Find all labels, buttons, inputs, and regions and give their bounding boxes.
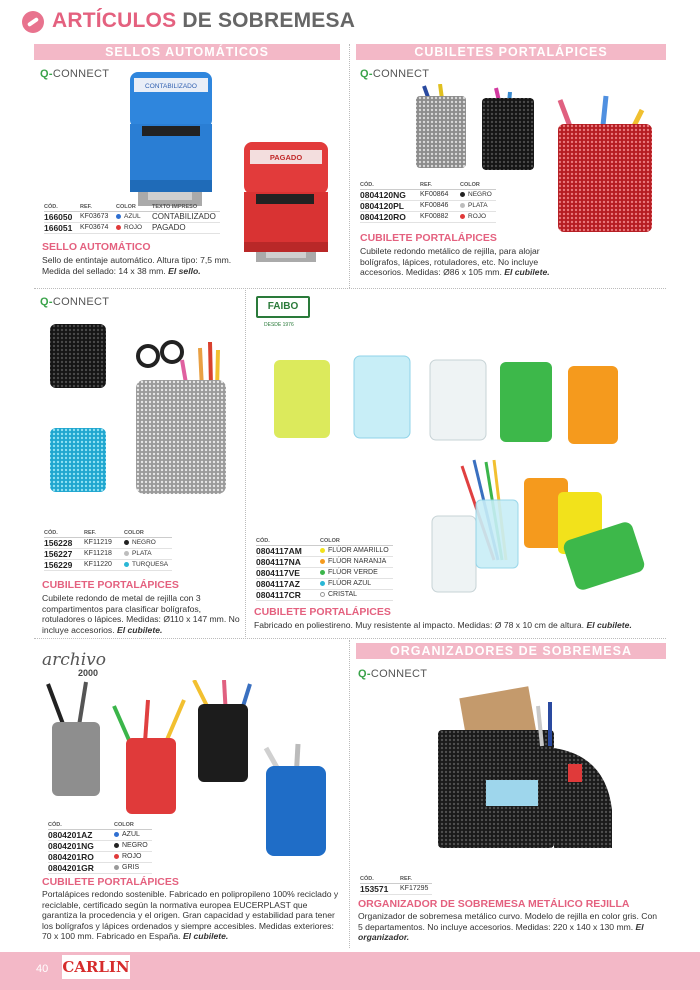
color-dot-icon (114, 865, 119, 870)
page-title-part1: ARTÍCULOS (52, 9, 177, 32)
ref-cell: KF11218 (84, 549, 124, 560)
organizador-code-table: CÓD. REF. 153571 KF17295 (360, 876, 432, 895)
cod-cell: 153571 (360, 884, 400, 895)
section-band-sellos: SELLOS AUTOMÁTICOS (34, 44, 340, 60)
product-description: Cubilete redondo metálico de rejilla, para alojar bolígrafos, lápices, rotuladores, etc. No incluye accesorios. Medidas: Ø86 x 105 mm. El cubilete. (360, 246, 550, 278)
color-cell: NEGRO (124, 538, 172, 549)
table-row (44, 538, 172, 549)
section-band-cubiletes: CUBILETES PORTALÁPICES (356, 44, 666, 60)
carlin-logo: CARLIN (62, 955, 130, 979)
color-cell: NEGRO (114, 841, 152, 852)
cod-cell: 0804201RO (48, 852, 114, 863)
product-description: Portalápices redondo sostenible. Fabricado en polipropileno 100% reciclado y reciclable, certificado según la normativa europea EUCERPLAST que garantiza la procedencia y el origen. Gran capacidad y estabilidad para tener los bolígrafos y lápices ordenados y siempre accesibles. Medidas exteriores: 70 x 100 mm. Fabricado en España. El cubilete. (42, 889, 339, 942)
cod-cell: 0804117AZ (256, 579, 320, 590)
color-dot-icon (116, 214, 121, 219)
cod-cell: 0804120PL (360, 201, 420, 212)
table-row (48, 830, 152, 841)
color-dot-icon (320, 548, 325, 553)
color-cell: TURQUESA (124, 560, 172, 571)
color-dot-icon (124, 562, 129, 567)
ref-cell: KF03674 (80, 223, 116, 234)
cod-cell: 156227 (44, 549, 84, 560)
table-row (360, 212, 496, 223)
ref-cell: KF03673 (80, 212, 116, 223)
cod-cell: 166050 (44, 212, 80, 223)
table-row (256, 557, 393, 568)
color-dot-icon (124, 551, 129, 556)
cod-cell: 156228 (44, 538, 84, 549)
table-row (256, 568, 393, 579)
faibo-logo: FAIBO (256, 296, 310, 318)
table-row (48, 852, 152, 863)
table-row (360, 190, 496, 201)
product-description: Organizador de sobremesa metálico curvo. Modelo de rejilla en color gris. Con 5 departamentos. No incluye accesorios. Medidas: 220 x 140 x 130 mm. El organizador. (358, 911, 658, 943)
color-cell: FLÚOR VERDE (320, 568, 393, 579)
ref-cell: KF00864 (420, 190, 460, 201)
header-stamp-icon (22, 11, 44, 33)
color-cell: CRISTAL (320, 590, 393, 601)
divider (349, 44, 350, 288)
color-dot-icon (320, 570, 325, 575)
table-row (48, 863, 152, 874)
color-cell: FLÚOR AMARILLO (320, 546, 393, 557)
product-title: ORGANIZADOR DE SOBREMESA METÁLICO REJILLA (358, 898, 630, 910)
archivo-year: 2000 (78, 668, 99, 678)
archivo-logo: archivo (42, 650, 107, 670)
cod-cell: 0804120RO (360, 212, 420, 223)
cubilete2-code-table: CÓD. REF. COLOR 156228 KF11219 NEGRO 156227 KF11218 PLATA 156229 KF11220 TURQUESA (44, 530, 172, 571)
cod-cell: 0804117VE (256, 568, 320, 579)
ref-cell: KF11220 (84, 560, 124, 571)
table-row (256, 590, 393, 601)
color-dot-icon (116, 225, 121, 230)
color-dot-icon (114, 854, 119, 859)
color-cell: ROJO (116, 223, 152, 234)
color-cell: AZUL (116, 212, 152, 223)
product-title: SELLO AUTOMÁTICO (42, 241, 151, 253)
page-title-part2: DE SOBREMESA (176, 9, 356, 32)
color-cell: AZUL (114, 830, 152, 841)
color-dot-icon (320, 559, 325, 564)
color-cell: NEGRO (460, 190, 496, 201)
cod-cell: 0804117AM (256, 546, 320, 557)
table-row (256, 546, 393, 557)
color-cell: GRIS (114, 863, 152, 874)
desk-organizer-image (428, 686, 628, 856)
cod-cell: 0804201GR (48, 863, 114, 874)
color-dot-icon (460, 192, 465, 197)
page-number: 40 (36, 963, 49, 975)
section-band-organizadores: ORGANIZADORES DE SOBREMESA (356, 643, 666, 659)
ref-cell: KF00882 (420, 212, 460, 223)
product-description: Fabricado en poliestireno. Muy resistente al impacto. Medidas: Ø 78 x 10 cm de altura. El cubilete. (254, 620, 632, 630)
table-row (48, 841, 152, 852)
cubilete3-code-table: CÓD. COLOR 0804117AM FLÚOR AMARILLO 0804117NA FLÚOR NARANJA 0804117VE FLÚOR VERDE 0804117AZ FLÚOR AZUL 0804117CR CRISTAL (256, 538, 393, 601)
page-title (52, 9, 355, 33)
cod-cell: 156229 (44, 560, 84, 571)
ref-cell: KF00846 (420, 201, 460, 212)
color-dot-icon (114, 843, 119, 848)
color-cell: PLATA (124, 549, 172, 560)
cod-cell: 0804201AZ (48, 830, 114, 841)
cod-cell: 0804120NG (360, 190, 420, 201)
cod-cell: 0804117CR (256, 590, 320, 601)
color-cell: FLÚOR AZUL (320, 579, 393, 590)
product-title: CUBILETE PORTALÁPICES (42, 876, 179, 888)
qconnect-logo: Q-CONNECT (40, 296, 110, 308)
color-dot-icon (320, 581, 325, 586)
table-row (44, 549, 172, 560)
table-row (44, 560, 172, 571)
qconnect-logo: Q-CONNECT (358, 668, 428, 680)
faibo-since: DESDE 1976 (264, 322, 294, 328)
color-cell: PLATA (460, 201, 496, 212)
table-row (360, 884, 432, 895)
texto-cell: PAGADO (152, 223, 220, 234)
table-row (44, 223, 220, 234)
color-dot-icon (320, 592, 325, 597)
cod-cell: 0804117NA (256, 557, 320, 568)
red-stamp-label: PAGADO (269, 153, 303, 162)
table-row (44, 212, 220, 223)
product-title: CUBILETE PORTALÁPICES (360, 232, 497, 244)
cubilete1-code-table: CÓD. REF. COLOR 0804120NG KF00864 NEGRO 0804120PL KF00846 PLATA 0804120RO KF00882 ROJO (360, 182, 496, 223)
product-description: Sello de entintaje automático. Altura tipo: 7,5 mm. Medida del sellado: 14 x 38 mm. El sello. (42, 255, 232, 276)
divider (34, 288, 666, 289)
color-dot-icon (460, 203, 465, 208)
qconnect-logo: Q-CONNECT (40, 68, 110, 80)
color-dot-icon (460, 214, 465, 219)
color-dot-icon (114, 832, 119, 837)
sello-code-table: CÓD. REF. COLOR TEXTO IMPRESO 166050 KF03673 AZUL CONTABILIZADO 166051 KF03674 ROJO PAGADO (44, 204, 220, 234)
divider (34, 638, 666, 639)
product-title: CUBILETE PORTALÁPICES (254, 606, 391, 618)
cod-cell: 166051 (44, 223, 80, 234)
red-stamp (244, 142, 328, 262)
qconnect-logo: Q-CONNECT (360, 68, 430, 80)
blue-stamp-label: CONTABILIZADO (145, 83, 197, 90)
blue-stamp (130, 72, 212, 206)
texto-cell: CONTABILIZADO (152, 212, 220, 223)
compartment-cups-image (44, 320, 240, 500)
ref-cell: KF17295 (400, 884, 432, 895)
product-description: Cubilete redondo de metal de rejilla con 3 compartimentos para clasificar bolígrafos, rotuladores o lápices. Medidas: Ø110 x 147 mm. No incluye accesorios. El cubilete. (42, 593, 240, 635)
table-row (360, 201, 496, 212)
color-cell: ROJO (460, 212, 496, 223)
ref-cell: KF11219 (84, 538, 124, 549)
cod-cell: 0804201NG (48, 841, 114, 852)
product-title: CUBILETE PORTALÁPICES (42, 579, 179, 591)
color-cell: ROJO (114, 852, 152, 863)
divider (245, 290, 246, 637)
cubilete4-code-table: CÓD. COLOR 0804201AZ AZUL 0804201NG NEGRO 0804201RO ROJO 0804201GR GRIS (48, 822, 152, 874)
divider (349, 640, 350, 948)
stamp-products-image (118, 64, 338, 268)
table-row (256, 579, 393, 590)
color-dot-icon (124, 540, 129, 545)
color-cell: FLÚOR NARANJA (320, 557, 393, 568)
